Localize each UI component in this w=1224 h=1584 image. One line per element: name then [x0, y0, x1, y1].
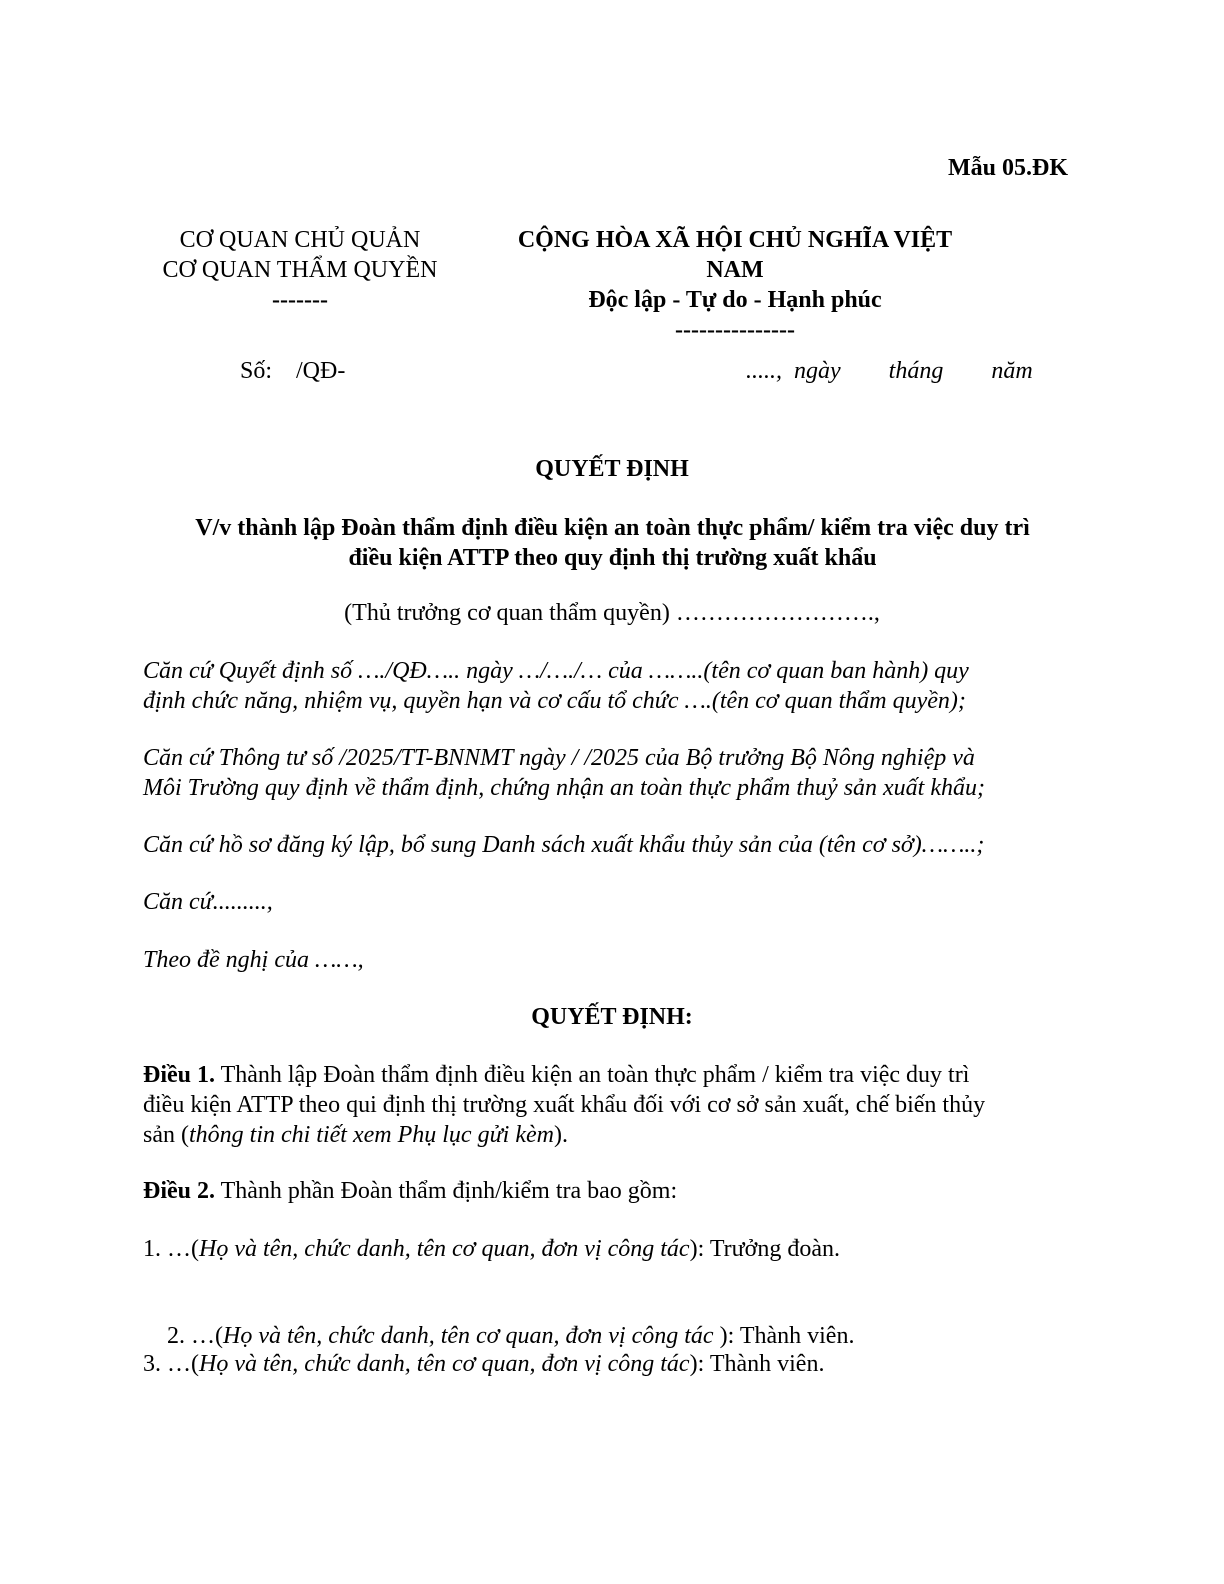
article-2 — [143, 1176, 1088, 1206]
country-name-line2: NAM — [706, 257, 764, 283]
article-1-line-1 — [143, 1060, 1088, 1090]
legal-basis-1-line-2: định chức năng, nhiệm vụ, quyền hạn và cơ cấu tổ chức ….(tên cơ quan thẩm quyền); — [143, 688, 966, 714]
document-subject — [140, 513, 1085, 573]
member-1-detail: Họ và tên, chức danh, tên cơ quan, đơn vị công tác — [199, 1236, 690, 1262]
article-1-text-3b: thông tin chi tiết xem Phụ lục gửi kèm — [188, 1122, 554, 1148]
article-1-line-3 — [143, 1120, 1088, 1150]
member-3-prefix: 3. …( — [143, 1351, 199, 1377]
article-2-label: Điều 2. — [143, 1178, 215, 1204]
member-item-3 — [143, 1349, 1088, 1379]
agency-divider: ------- — [272, 287, 328, 313]
member-2-detail: Họ và tên, chức danh, tên cơ quan, đơn vị công tác — [223, 1323, 720, 1349]
member-1-role: ): Trưởng đoàn. — [689, 1236, 840, 1262]
competent-agency: CƠ QUAN THẨM QUYỀN — [162, 257, 438, 283]
motto: Độc lập - Tự do - Hạnh phúc — [588, 287, 882, 313]
legal-basis-4: Căn cứ........., — [143, 889, 273, 915]
document-date: ....., ngày tháng năm — [746, 358, 1033, 384]
issuing-agency-block — [140, 225, 460, 315]
proposal-line: Theo đề nghị của ……, — [143, 947, 364, 973]
subject-line-2: điều kiện ATTP theo quy định thị trường xuất khẩu — [348, 545, 877, 571]
article-1-text-1: Thành lập Đoàn thẩm định điều kiện an toàn thực phẩm / kiểm tra việc duy trì — [215, 1062, 970, 1088]
legal-basis-1-line-1: Căn cứ Quyết định số …./QĐ….. ngày …/…./… của ……..(tên cơ quan ban hành) quy — [143, 658, 969, 684]
legal-basis-2 — [143, 743, 1088, 803]
subject-line-1: V/v thành lập Đoàn thẩm định điều kiện an toàn thực phẩm/ kiểm tra việc duy trì — [195, 515, 1030, 541]
document-number: Số: /QĐ- — [240, 358, 346, 384]
member-3-detail: Họ và tên, chức danh, tên cơ quan, đơn vị công tác — [199, 1351, 690, 1377]
document-title: QUYẾT ĐỊNH — [535, 456, 689, 482]
article-1-text-3c: ). — [553, 1122, 568, 1148]
member-2-prefix: 2. …( — [167, 1323, 223, 1349]
article-2-text: Thành phần Đoàn thẩm định/kiểm tra bao gồm: — [215, 1178, 678, 1204]
national-motto-block — [460, 225, 1010, 345]
member-1-prefix: 1. …( — [143, 1236, 199, 1262]
country-name-line1: CỘNG HÒA XÃ HỘI CHỦ NGHĨA VIỆT — [517, 227, 953, 253]
form-code: Mẫu 05.ĐK — [948, 155, 1068, 181]
member-2-role: ): Thành viên. — [719, 1323, 855, 1349]
legal-basis-1 — [143, 656, 1088, 716]
parent-agency: CƠ QUAN CHỦ QUẢN — [179, 227, 421, 253]
legal-basis-2-line-2: Môi Trường quy định về thẩm định, chứng nhận an toàn thực phẩm thuỷ sản xuất khẩu; — [143, 775, 985, 801]
article-1-label: Điều 1. — [143, 1062, 215, 1088]
decision-heading: QUYẾT ĐỊNH: — [531, 1004, 693, 1030]
member-3-role: ): Thành viên. — [689, 1351, 825, 1377]
article-1-text-3a: sản ( — [143, 1122, 189, 1148]
authority-line: (Thủ trưởng cơ quan thẩm quyền) ……………………., — [344, 600, 880, 626]
article-1 — [143, 1060, 1088, 1150]
member-item-1 — [143, 1234, 1088, 1264]
legal-basis-2-line-1: Căn cứ Thông tư số /2025/TT-BNNMT ngày / /2025 của Bộ trưởng Bộ Nông nghiệp và — [143, 745, 975, 771]
legal-basis-3: Căn cứ hồ sơ đăng ký lập, bổ sung Danh sách xuất khẩu thủy sản của (tên cơ sở)……..; — [143, 832, 985, 858]
article-1-line-2: điều kiện ATTP theo qui định thị trường xuất khẩu đối với cơ sở sản xuất, chế biến thủy — [143, 1092, 986, 1118]
motto-divider: --------------- — [675, 317, 795, 343]
